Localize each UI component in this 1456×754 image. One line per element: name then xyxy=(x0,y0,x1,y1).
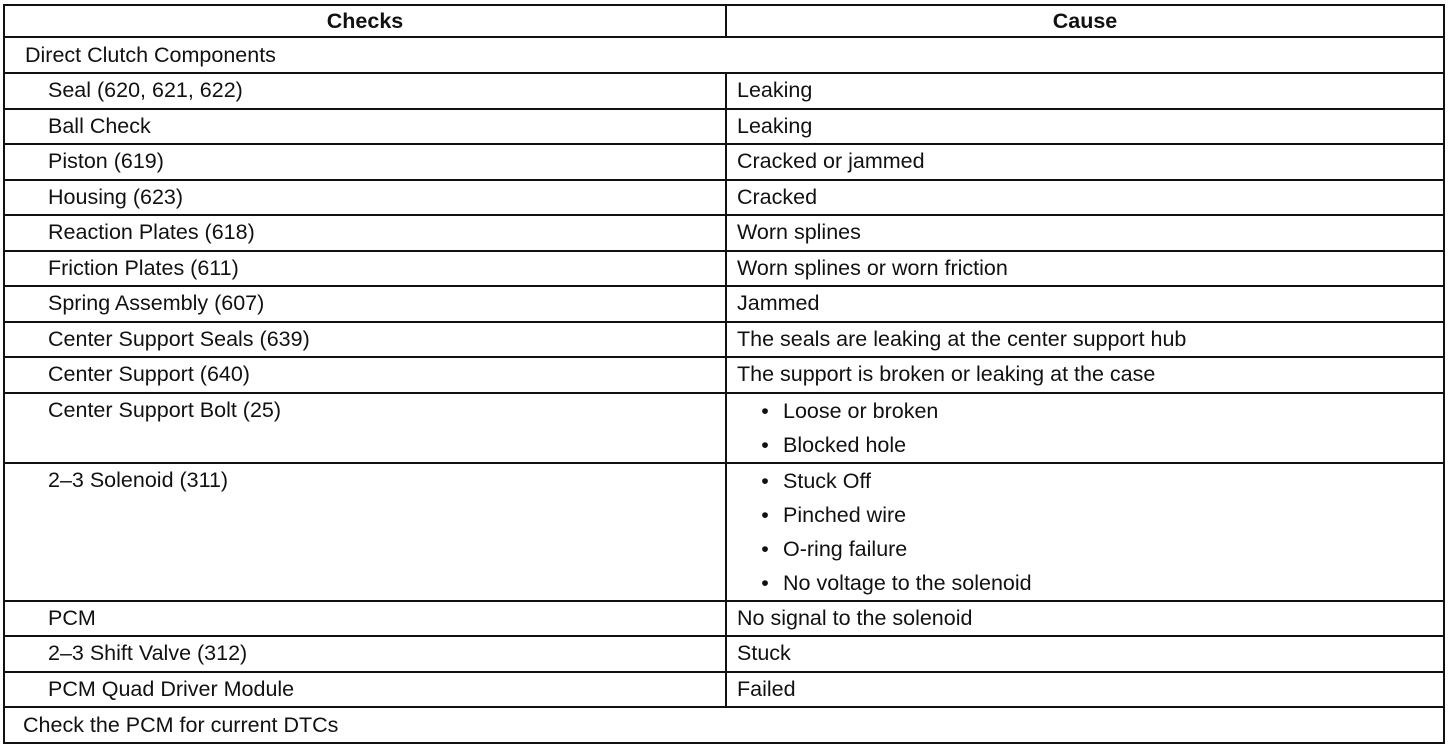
table-row xyxy=(4,144,1444,180)
cause-bullet-item xyxy=(755,566,1443,600)
check-cell: Center Support Seals (639) xyxy=(4,322,726,358)
check-cell: Reaction Plates (618) xyxy=(4,215,726,251)
check-cell: Center Support Bolt (25) xyxy=(4,393,726,463)
table-row xyxy=(4,286,1444,322)
check-cell: Ball Check xyxy=(4,109,726,145)
cause-bullet-item xyxy=(755,428,1443,462)
cause-bullet-text: Stuck Off xyxy=(783,468,872,493)
cause-cell: Cracked xyxy=(726,180,1444,216)
cause-cell: Stuck xyxy=(726,636,1444,672)
cause-bullet-text: Loose or broken xyxy=(783,398,939,423)
bullet-icon: • xyxy=(761,502,769,527)
check-cell: Seal (620, 621, 622) xyxy=(4,73,726,109)
section-row xyxy=(4,37,1444,73)
check-cell: Center Support (640) xyxy=(4,357,726,393)
table-row xyxy=(4,180,1444,216)
cause-bullet-text: No voltage to the solenoid xyxy=(783,570,1032,595)
bullet-icon: • xyxy=(761,398,769,423)
cause-bullet-text: Blocked hole xyxy=(783,432,907,457)
check-cell: PCM xyxy=(4,601,726,637)
footer-note: Check the PCM for current DTCs xyxy=(4,707,1444,743)
check-cell: 2–3 Shift Valve (312) xyxy=(4,636,726,672)
cause-cell xyxy=(726,463,1444,601)
header-row xyxy=(4,5,1444,37)
check-cell: 2–3 Solenoid (311) xyxy=(4,463,726,601)
table-row xyxy=(4,109,1444,145)
cause-cell: Worn splines or worn friction xyxy=(726,251,1444,287)
table-row xyxy=(4,251,1444,287)
check-cell: Housing (623) xyxy=(4,180,726,216)
check-cell: Friction Plates (611) xyxy=(4,251,726,287)
cause-cell: Jammed xyxy=(726,286,1444,322)
cause-bullet-item xyxy=(755,464,1443,498)
bullet-icon: • xyxy=(761,432,769,457)
cause-cell xyxy=(726,393,1444,463)
bullet-icon: • xyxy=(761,468,769,493)
section-title: Direct Clutch Components xyxy=(4,37,1444,73)
cause-bullet-text: Pinched wire xyxy=(783,502,907,527)
table-row xyxy=(4,672,1444,708)
table-row xyxy=(4,463,1444,601)
cause-bullet-text: O-ring failure xyxy=(783,536,908,561)
cause-bullet-item xyxy=(755,394,1443,428)
cause-bullet-item xyxy=(755,498,1443,532)
cause-cell: The seals are leaking at the center support hub xyxy=(726,322,1444,358)
cause-cell: The support is broken or leaking at the case xyxy=(726,357,1444,393)
diagnostic-table xyxy=(3,4,1445,744)
cause-cell: Leaking xyxy=(726,73,1444,109)
table-row xyxy=(4,73,1444,109)
cause-cell: Cracked or jammed xyxy=(726,144,1444,180)
cause-bullet-list xyxy=(737,464,1443,600)
bullet-icon: • xyxy=(761,570,769,595)
cause-bullet-item xyxy=(755,532,1443,566)
table-row xyxy=(4,215,1444,251)
table-row xyxy=(4,357,1444,393)
table-row xyxy=(4,322,1444,358)
footer-row xyxy=(4,707,1444,743)
cause-cell: No signal to the solenoid xyxy=(726,601,1444,637)
cause-cell: Worn splines xyxy=(726,215,1444,251)
check-cell: PCM Quad Driver Module xyxy=(4,672,726,708)
bullet-icon: • xyxy=(761,536,769,561)
cause-header: Cause xyxy=(726,5,1444,37)
table-row xyxy=(4,393,1444,463)
table-row xyxy=(4,636,1444,672)
cause-cell: Leaking xyxy=(726,109,1444,145)
cause-bullet-list xyxy=(737,394,1443,462)
check-cell: Piston (619) xyxy=(4,144,726,180)
checks-header: Checks xyxy=(4,5,726,37)
table-row xyxy=(4,601,1444,637)
cause-cell: Failed xyxy=(726,672,1444,708)
check-cell: Spring Assembly (607) xyxy=(4,286,726,322)
